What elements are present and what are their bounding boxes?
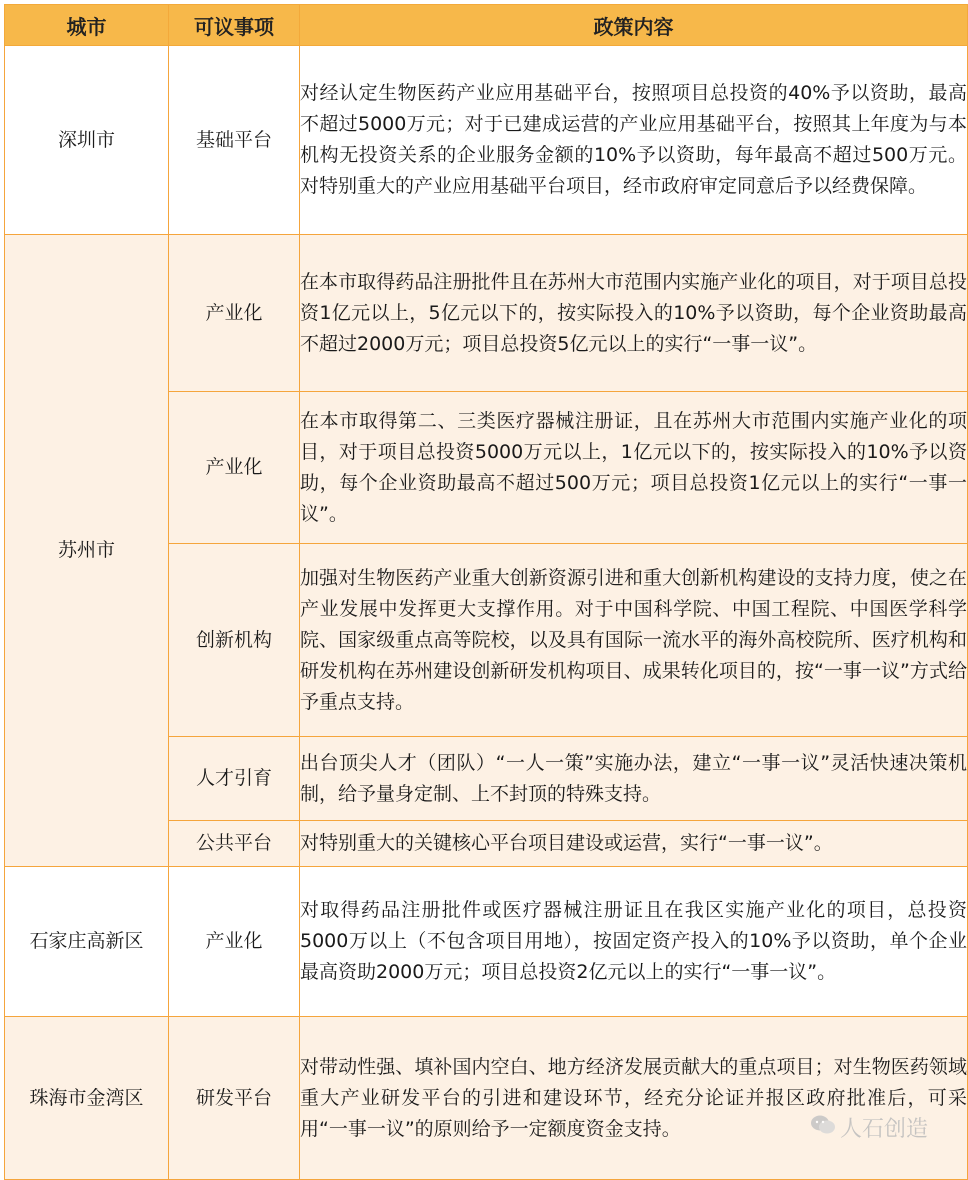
table-row bbox=[5, 46, 968, 235]
item-cell: 创新机构 bbox=[169, 544, 300, 737]
item-cell: 基础平台 bbox=[169, 46, 300, 235]
table-row bbox=[5, 235, 968, 392]
content-cell: 在本市取得药品注册批件且在苏州大市范围内实施产业化的项目，对于项目总投资1亿元以上，5亿元以下的，按实际投入的10%予以资助，每个企业资助最高不超过2000万元；项目总投资5亿元以上的实行“一事一议”。 bbox=[300, 235, 968, 392]
content-cell: 对经认定生物医药产业应用基础平台，按照项目总投资的40%予以资助，最高不超过5000万元；对于已建成运营的产业应用基础平台，按照其上年度为与本机构无投资关系的企业服务金额的10%予以资助，每年最高不超过500万元。对特别重大的产业应用基础平台项目，经市政府审定同意后予以经费保障。 bbox=[300, 46, 968, 235]
content-cell: 对带动性强、填补国内空白、地方经济发展贡献大的重点项目；对生物医药领域重大产业研发平台的引进和建设环节，经充分论证并报区政府批准后，可采用“一事一议”的原则给予一定额度资金支持。 bbox=[300, 1017, 968, 1180]
policy-table bbox=[4, 4, 968, 1180]
item-cell: 人才引育 bbox=[169, 737, 300, 821]
city-cell: 深圳市 bbox=[5, 46, 169, 235]
item-cell: 产业化 bbox=[169, 392, 300, 544]
watermark bbox=[810, 1112, 928, 1143]
city-cell: 苏州市 bbox=[5, 235, 169, 867]
city-cell: 珠海市金湾区 bbox=[5, 1017, 169, 1180]
header-content: 政策内容 bbox=[300, 5, 968, 46]
wechat-icon bbox=[810, 1114, 836, 1142]
item-cell: 公共平台 bbox=[169, 821, 300, 867]
table-row bbox=[5, 867, 968, 1017]
content-cell: 对取得药品注册批件或医疗器械注册证且在我区实施产业化的项目，总投资5000万以上（不包含项目用地），按固定资产投入的10%予以资助，单个企业最高资助2000万元；项目总投资2亿元以上的实行“一事一议”。 bbox=[300, 867, 968, 1017]
item-cell: 产业化 bbox=[169, 867, 300, 1017]
content-cell: 出台顶尖人才（团队）“一人一策”实施办法，建立“一事一议”灵活快速决策机制，给予量身定制、上不封顶的特殊支持。 bbox=[300, 737, 968, 821]
item-cell: 研发平台 bbox=[169, 1017, 300, 1180]
city-cell: 石家庄高新区 bbox=[5, 867, 169, 1017]
content-cell: 对特别重大的关键核心平台项目建设或运营，实行“一事一议”。 bbox=[300, 821, 968, 867]
header-row bbox=[5, 5, 968, 46]
table-row bbox=[5, 1017, 968, 1180]
header-city: 城市 bbox=[5, 5, 169, 46]
item-cell: 产业化 bbox=[169, 235, 300, 392]
header-item: 可议事项 bbox=[169, 5, 300, 46]
content-cell: 在本市取得第二、三类医疗器械注册证，且在苏州大市范围内实施产业化的项目，对于项目总投资5000万元以上，1亿元以下的，按实际投入的10%予以资助，每个企业资助最高不超过500万元；项目总投资1亿元以上的实行“一事一议”。 bbox=[300, 392, 968, 544]
watermark-text: 人石创造 bbox=[840, 1117, 929, 1142]
content-cell: 加强对生物医药产业重大创新资源引进和重大创新机构建设的支持力度，使之在产业发展中发挥更大支撑作用。对于中国科学院、中国工程院、中国医学科学院、国家级重点高等院校，以及具有国际一流水平的海外高校院所、医疗机构和研发机构在苏州建设创新研发机构项目、成果转化项目的，按“一事一议”方式给予重点支持。 bbox=[300, 544, 968, 737]
